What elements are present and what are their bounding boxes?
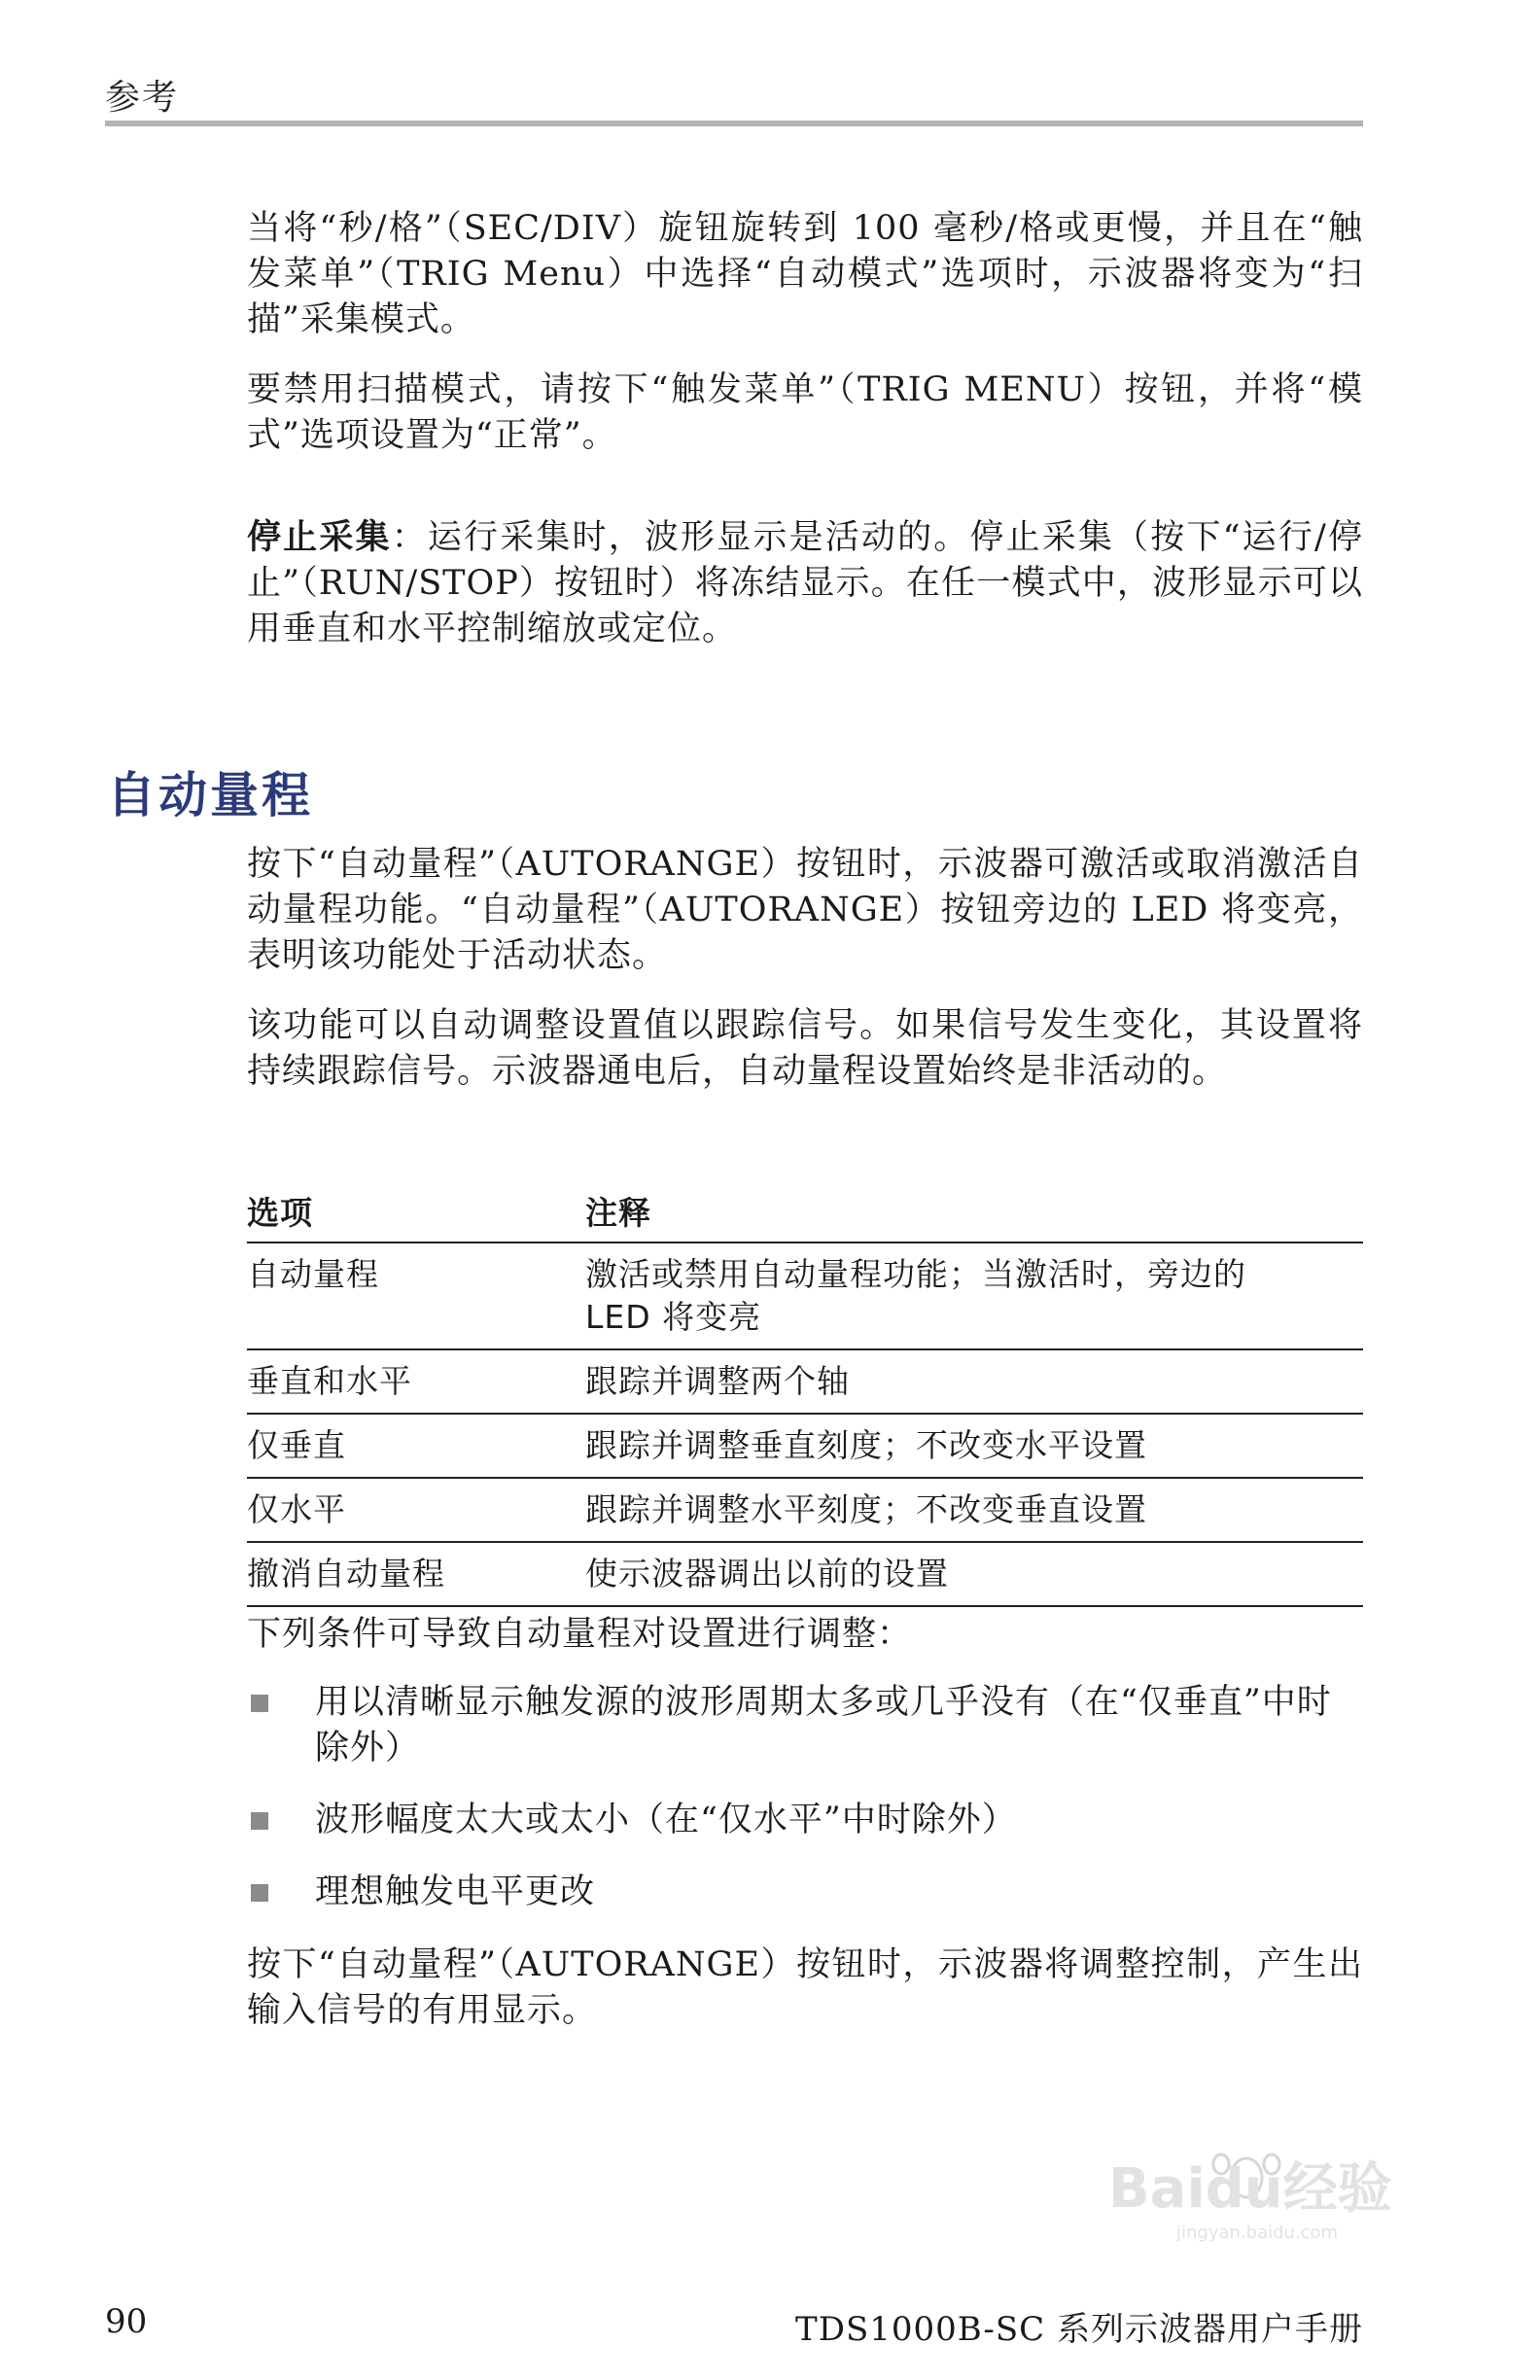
section-title: 自动量程 <box>107 767 313 823</box>
list-item: 理想触发电平更改 <box>247 1870 1363 1915</box>
paragraph-autorange-result <box>247 1942 1363 2034</box>
watermark-url: jingyan.baidu.com <box>1176 2222 1339 2243</box>
paragraph-text: 按下“自动量程”（AUTORANGE）按钮时，示波器将调整控制，产生出输入信号的有用显示。 <box>247 1945 1363 2030</box>
paragraph-text: 按下“自动量程”（AUTORANGE）按钮时，示波器可激活或取消激活自动量程功能。“自动量程”（AUTORANGE）按钮旁边的 LED 将变亮，表明该功能处于活动状态。 <box>247 845 1363 975</box>
baidu-jingyan-watermark <box>1099 2139 1400 2246</box>
option-cell: 仅垂直 <box>247 1414 585 1478</box>
bullet-square-icon <box>251 1812 268 1830</box>
paragraph-autorange-intro <box>247 842 1363 979</box>
table-row <box>247 1349 1363 1414</box>
paragraph-stop-acquisition <box>247 515 1363 652</box>
footer-title: TDS1000B-SC 系列示波器用户手册 <box>795 2310 1363 2349</box>
list-item: 波形幅度太大或太小（在“仅水平”中时除外） <box>247 1798 1363 1843</box>
run-in-heading: 停止采集 <box>247 518 392 557</box>
bullet-square-icon <box>251 1884 268 1902</box>
running-header: 参考 <box>105 78 180 118</box>
option-cell: 仅水平 <box>247 1478 585 1542</box>
paragraph-scan-mode <box>247 206 1363 343</box>
header-rule <box>105 121 1363 126</box>
conditions-list <box>247 1680 1363 1942</box>
note-cell: 使示波器调出以前的设置 <box>585 1542 1363 1606</box>
note-cell: 跟踪并调整垂直刻度；不改变水平设置 <box>585 1414 1363 1478</box>
paragraph-text: 该功能可以自动调整设置值以跟踪信号。如果信号发生变化，其设置将持续跟踪信号。示波器通电后，自动量程设置始终是非活动的。 <box>247 1006 1363 1091</box>
page-number: 90 <box>105 2302 148 2341</box>
table-row <box>247 1478 1363 1542</box>
column-header-option: 选项 <box>247 1178 585 1242</box>
bullet-square-icon <box>251 1695 268 1712</box>
options-table <box>247 1178 1363 1607</box>
paragraph-disable-scan <box>247 368 1363 459</box>
option-cell: 自动量程 <box>247 1242 585 1349</box>
table-row <box>247 1242 1363 1349</box>
list-item: 用以清晰显示触发源的波形周期太多或几乎没有（在“仅垂直”中时除外） <box>247 1680 1363 1771</box>
note-cell: 跟踪并调整水平刻度；不改变垂直设置 <box>585 1478 1363 1542</box>
paragraph-text: 当将“秒/格”（SEC/DIV）旋钮旋转到 100 毫秒/格或更慢，并且在“触发菜单”（TRIG Menu）中选择“自动模式”选项时，示波器将变为“扫描”采集模式。 <box>247 209 1363 339</box>
note-cell: 跟踪并调整两个轴 <box>585 1349 1363 1414</box>
table-row <box>247 1414 1363 1478</box>
paragraph-text: 下列条件可导致自动量程对设置进行调整： <box>247 1615 913 1654</box>
paragraph-autorange-tracking <box>247 1003 1363 1095</box>
option-cell: 垂直和水平 <box>247 1349 585 1414</box>
table-row <box>247 1542 1363 1606</box>
paragraph-text: ：运行采集时，波形显示是活动的。停止采集（按下“运行/停止”（RUN/STOP）按钮时）将冻结显示。在任一模式中，波形显示可以用垂直和水平控制缩放或定位。 <box>247 518 1363 648</box>
conditions-intro <box>247 1612 1363 1658</box>
paragraph-text: 要禁用扫描模式，请按下“触发菜单”（TRIG MENU）按钮，并将“模式”选项设置为“正常”。 <box>247 370 1363 455</box>
note-cell: 激活或禁用自动量程功能；当激活时，旁边的 LED 将变亮 <box>585 1242 1363 1349</box>
watermark-text: Baidu经验 <box>1108 2157 1392 2221</box>
option-cell: 撤消自动量程 <box>247 1542 585 1606</box>
table-header-row <box>247 1178 1363 1242</box>
column-header-note: 注释 <box>585 1178 1363 1242</box>
